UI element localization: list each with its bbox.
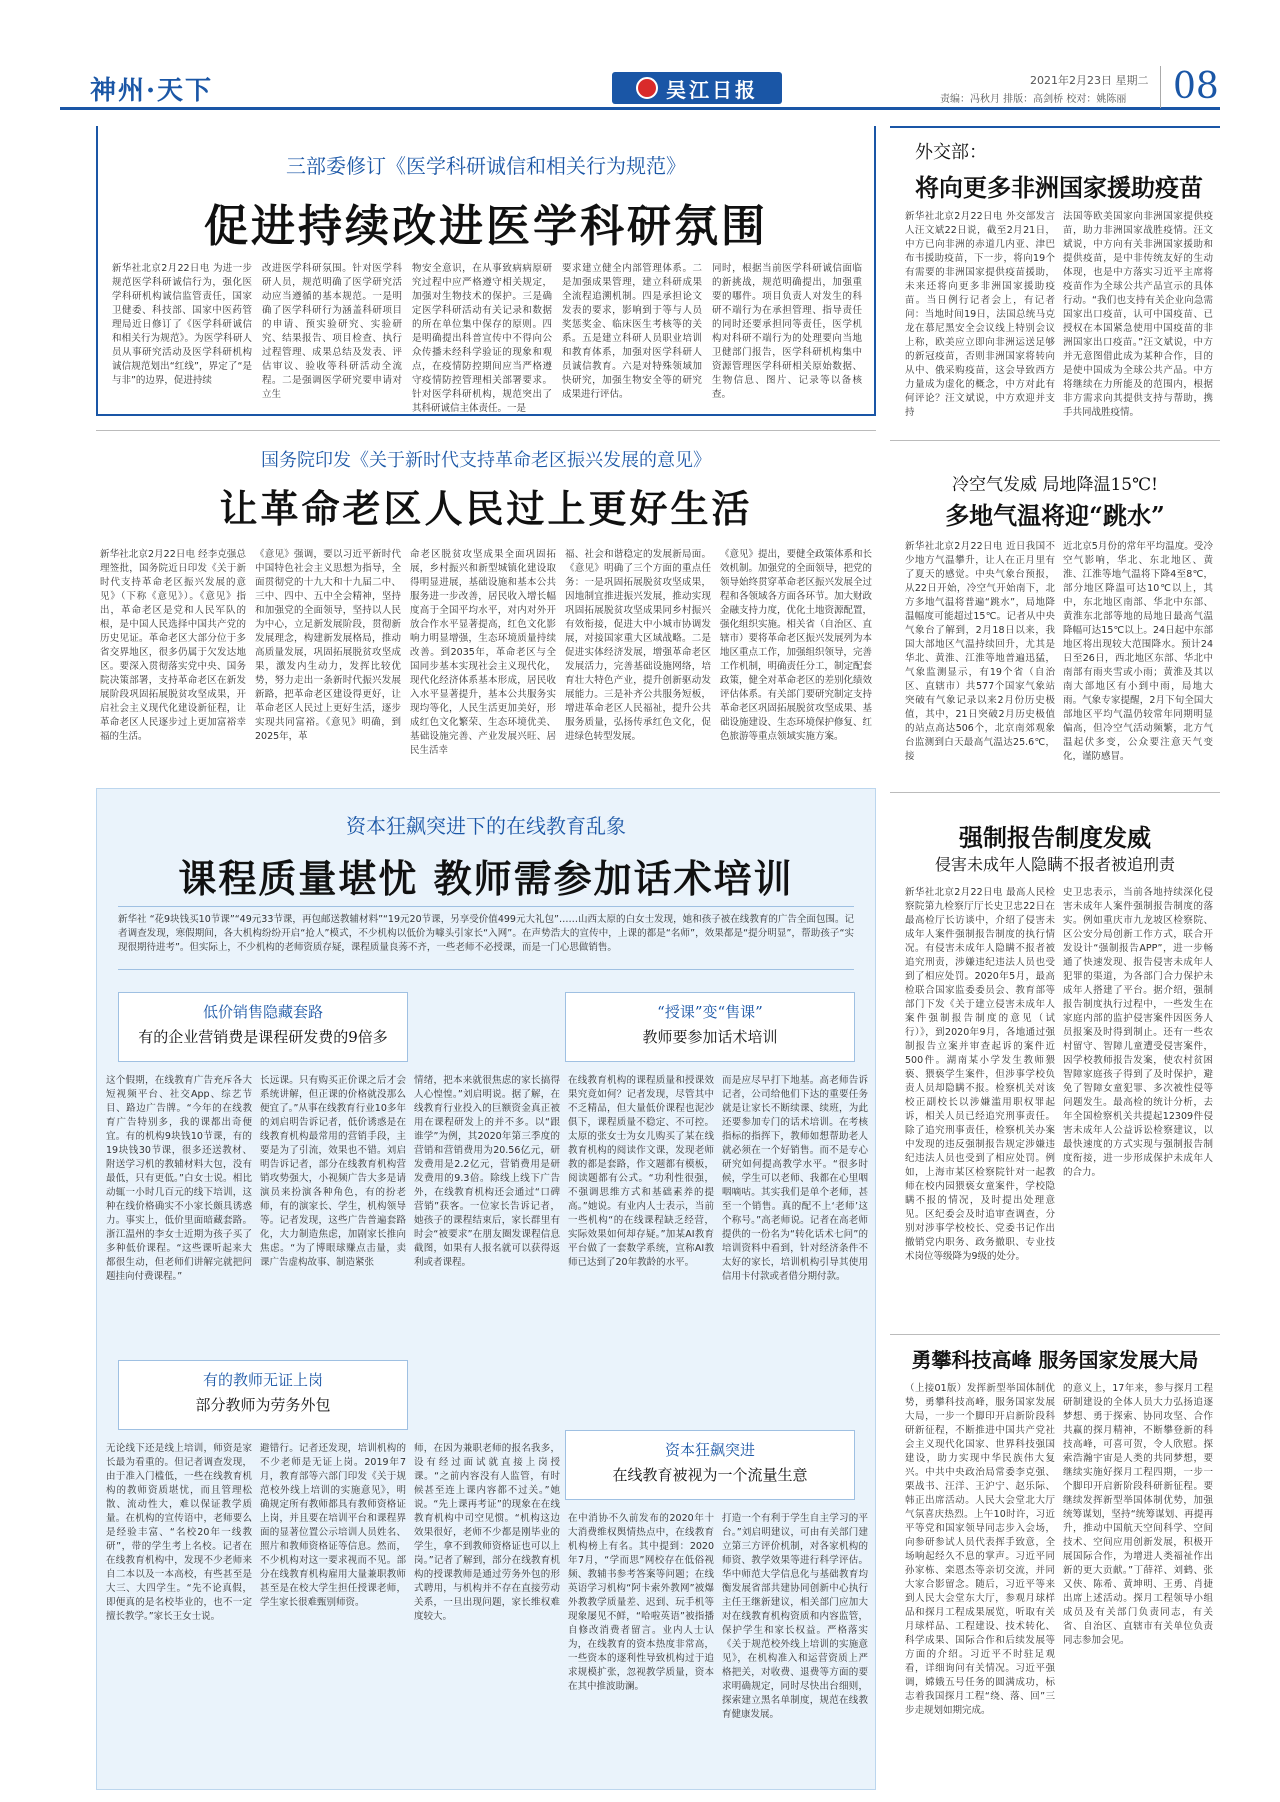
feature-subhead-3	[118, 1360, 408, 1430]
right2-headline: 多地气温将迎“跳水”	[945, 501, 1165, 530]
feature-col-b2: 避错行。记者还发现，培训机构的不少老师是无证上岗。2019年7月，教育部等六部门印发《关于规范校外线上培训的实施意见》，明确规定所有教师都具有教师资格证上岗，并且要在培训平台和课程界面的显著位置公示培训人员姓名、照片和教师资格证等信息。然而，不少机构对这一要求视而不见。部分在线教育机构雇用大量兼职教师甚至是在校大学生担任授课老师，学生家长很难甄别师资。	[260, 1443, 406, 1608]
logo-mark-icon	[636, 77, 658, 99]
article2-col-4: 福、社会和谐稳定的发展新局面。《意见》明确了三个方面的重点任务：一是巩固拓展脱贫攻坚成果，因地制宜推进振兴发展，推动实现巩固拓展脱贫攻坚成果同乡村振兴有效衔接，促进大中小城市协调发展，对接国家重大区域战略。二是促进实体经济发展，增强革命老区发展活力，完善基础设施网络，培育壮大特色产业，提升创新驱动发展能力。三是补齐公共服务短板，增进革命老区人民福祉，提升公共服务质量，弘扬传承红色文化，促进绿色转型发展。	[565, 549, 711, 742]
divider-right-3	[890, 1334, 1220, 1335]
article1-col-2: 改进医学科研氛围。针对医学科研人员，规范明确了医学研究活动应当遵循的基本规范。一是明确了医学科研行为涵盖科研项目的申请、预实验研究、实验研究、结果报告、项目检查、执行过程管理、成果总结及发表、评估审议、验收等科研活动全流程。二是强调医学研究要申请对立生	[262, 263, 402, 400]
article2-kicker: 国务院印发《关于新时代支持革命老区振兴发展的意见》	[261, 450, 711, 471]
feature-subhead-1	[118, 992, 408, 1062]
right3-col-2: 史卫忠表示，当前各地持续深化侵害未成年人案件强制报告制度的落实。例如重庆市九龙坡区检察院、区公安分局创新工作方式，联合开发设计“强制报告APP”，进一步畅通了快速发现、报告侵害未成年人犯罪的渠道，为各部门合力保护未成年人搭建了平台。据介绍，强制报告制度执行过程中，一些发生在家庭内部的监护侵害案件因医务人员报案及时得到制止。还有一些农村留守、智障儿童遭受侵害案件，因学校教师报告发案，使农村贫困智障家庭孩子得到了及时保护，避免了智障女童犯罪、多次被性侵等问题发生。最高检的统计分析，去年全国检察机关共提起12309件侵害未成年人公益诉讼检察建议，以最快速度的方式实现与强制报告制度衔接，进一步形成保护未成年人的合力。	[1063, 887, 1213, 1178]
sub1-headline: 有的企业营销费是课程研发费的9倍多	[138, 1028, 388, 1046]
masthead	[60, 66, 1220, 110]
right1-col-1: 新华社北京2月22日电 外交部发言人汪文斌22日说，截至2月21日，中方已向非洲的赤道几内亚、津巴布韦援助疫苗，下一步，将向19个有需要的非洲国家提供疫苗援助，未来还将向更多非洲国家援助疫苗。当日例行记者会上，有记者问：当地时间19日，法国总统马克龙在慕尼黑安全会议线上特别会议上称，欧美应立即向非洲运送足够的新冠疫苗，否则非洲国家将转向从中、俄采购疫苗，这会导致西方力量成为虚化的概念，中方对此有何评论？汪文斌说，中方欢迎并支持	[905, 211, 1055, 418]
right3-headline: 强制报告制度发威	[959, 823, 1151, 852]
right-column-rule	[890, 126, 1220, 128]
feature-col-a4: 在线教育机构的课程质量和授课效果究竟如何？记者发现，尽管其中不乏精品，但大量低价课程也泥沙俱下，课程质量不稳定、不可控。太原的张女士为女儿购买了某在线教育机构的阅读作文课，发现老师教的都是套路，作文题都有模板，阅读题都有公式。“功利性很强，不强调思维方式和基础素养的提高。”她说。有业内人士表示，当前一些机构“的在线课程缺乏经营，实际效果如何却存疑。”加某AI教育平台做了一套数学系统，宣称AI教师已达到了20年教龄的水平。	[568, 1075, 714, 1268]
newspaper-logo	[612, 72, 782, 104]
feature-col-b1: 无论线下还是线上培训，师资是家长最为看重的。但记者调查发现，由于准入门槛低，一些在线教育机构的教师资质堪忧，而且管理松散、流动性大，难以保证教学质量。在机构的宣传语中，老师要么是经验丰富、“名校20年一线教研”，带的学生考上名校。记者在在线教育机构中，发现不少老师来自二本以及一本高校，有些甚至是大三、大四学生。“先不论真假，即便真的是名校毕业的，也不一定擅长教学。”家长王女士说。	[106, 1443, 252, 1622]
feature-subhead-4	[565, 1430, 855, 1500]
right3-subhead: 侵害未成年人隐瞒不报者被追刑责	[934, 855, 1175, 874]
logo-text: 吴江日报	[666, 77, 758, 102]
right2-col-1: 新华社北京2月22日电 近日我国不少地方气温攀升，让人在正月里有了夏天的感觉。中央气象台预报，从22日开始，冷空气开始南下，北方多地气温将普遍“跳水”，局地降温幅度可能超过15℃。记者从中央气象台了解到，2月18日以来，我国大部地区气温持续回升，尤其是华北、黄淮、江淮等地普遍迅猛，气象监测显示，有19个省（自治区、直辖市）共577个国家气象站突破有气象记录以来2月份历史极值，其中，21日突破2月历史极值的站点高达506个，北京南郊观象台监测到白天最高气温达25.6℃，接	[905, 541, 1055, 762]
article1-col-1: 新华社北京2月22日电 为进一步规范医学科研诚信行为，强化医学科研机构诚信监管责任，国家卫健委、科技部、国家中医药管理局近日修订了《医学科研诚信和相关行为规范》。为医学科研人员从事研究活动及医学科研机构诚信规范划出“红线”，界定了“是与非”的边界，促进持续	[112, 263, 252, 386]
feature-col-a3: 情绪，把本来就很焦虑的家长搞得人心惶惶。”刘启明说。据了解，在线教育行业投入的巨额资金真正被用在课程研发上的并不多。以“跟谁学”为例，其2020年第三季度的营销和营销费用为20.56亿元，研发费用是2.2亿元，营销费用是研发费用的9.3倍。除线上线下广告外，在线教育机构还会通过“口碑营销”获客。一位家长告诉记者，她孩子的课程结束后，家长群里有时会“被要求”在朋友圈发课程信息截图，如果有人报名就可以获得返利或者课程。	[414, 1075, 560, 1268]
divider-right-1	[890, 440, 1220, 441]
right4-headline: 勇攀科技高峰 服务国家发展大局	[911, 1348, 1199, 1372]
right2-col-2: 近北京5月份的常年平均温度。受冷空气影响，华北、东北地区、黄淮、江淮等地气温将下降4至8℃，部分地区降温可达10℃以上，其中，东北地区南部、华北中东部、黄淮东北部等地的局地日最高气温降幅可达15℃以上。24日起中东部地区将出现较大范围降水。预计24日至26日，西北地区东部、华北中南部有雨夹雪或小雨；黄淮及其以南大部地区有小到中雨，局地大雨。气象专家提醒，2月下旬全国大部地区平均气温仍较常年同期明显偏高，但冷空气活动频繁，北方气温起伏多变，公众要注意天气变化，谨防感冒。	[1063, 541, 1213, 762]
article1-headline: 促进持续改进医学科研氛围	[204, 201, 768, 252]
feature-col-b4: 在中消协不久前发布的2020年十大消费维权舆情热点中，在线教育机构榜上有名。其中提到：2020年7月，“学而思”网校存在低俗视频、教辅书参考答案等问题；在线英语学习机构“阿卡索外教网”被爆外教教学质量差、迟到、玩手机等现象屡见不鲜，“哈啦英语”被指播自修改消费者留言。业内人士认为，在线教育的资本热度非常高，一些资本的逐利性导致机构过于追求规模扩张，忽视教学质量，资本在其中推波助澜。	[568, 1513, 714, 1692]
feature-headline: 课程质量堪忧 教师需参加话术培训	[178, 856, 794, 901]
right1-col-2: 法国等欧美国家向非洲国家提供疫苗，助力非洲国家战胜疫情。汪文斌说，中方向有关非洲国家援助和提供疫苗，是中非传统友好的生动体现，也是中方落实习近平主席将疫苗作为全球公共产品宣示的具体行动。“我们也支持有关企业向急需国家出口疫苗，认可中国疫苗、已授权在本国紧急使用中国疫苗的非洲国家出口疫苗。”汪文斌说，中方并无意图借此成为某种合作，目的是使中国成为全球公共产品。中方将继续在力所能及的范围内，根据非方需求向其提供支持与帮助，携手共同战胜疫情。	[1063, 211, 1213, 418]
right2-kicker: 冷空气发威 局地降温15℃!	[952, 475, 1158, 495]
article1-col-4: 要求建立健全内部管理体系。二是加强成果管理，建立科研成果全流程追溯机制。四是承担论文发表的要求，影响到于等与人员奖惩奖金、临床医生考核等的关系。五是建立科研人员职业培训和教育体系，加强对医学科研人员诚信教育。六是对特殊领域加快研究，加强生物安全等的研究成果进行评估。	[562, 263, 702, 400]
feature-col-a5: 而是应尽早打下地基。高老师告诉记者，公司给他们下达的重要任务就是让家长不断续课、续班，为此还要参加专门的话术培训。在考核指标的指挥下，教师如想帮助老人就必须在一个好销售。而不是专心研究如何提高教学水平。“很多时候，学生可以老师、我都在心里咽咽嘀咕。其实我们是单个老师，甚至一个销售。真的配不上‘老师’这个称号。”高老师说。记者在高老师提供的一份名为“转化话术七问”的培训资料中看到，针对经济条件不太好的家长，培训机构引导其使用信用卡付款或者借分期付款。	[722, 1075, 868, 1282]
divider-right-2	[890, 792, 1220, 793]
feature-col-b5: 打造一个有利于学生自主学习的平台。”刘启明建议，可由有关部门建立第三方评价机制，对各家机构的师资、教学效果等进行科学评估。华中师范大学信息化与基础教育均衡发展省部共建协同创新中心执行主任王继新建议，相关部门应加大对在线教育机构资质和内容监管，保护学生和家长权益。严格落实《关于规范校外线上培训的实施意见》，在机构准入和运营资质上严格把关，对收费、退费等方面的要求明确规定，同时尽快出台细则，探索建立黑名单制度，规范在线教育健康发展。	[722, 1513, 868, 1720]
article1-col-3: 物安全意识，在从事致病病原研究过程中应严格遵守相关规定，加强对生物技术的保护。三是确定医学科研活动有关记录和数据的所在单位集中保存的原则。四是明确提出科普宣传中不得向公众传播未经科学验证的现象和观点，在疫情防控期间应当严格遵守疫情防控管理相关部署要求。针对医学科研机构，规范突出了其科研诚信主体责任。一是	[412, 263, 552, 414]
feature-col-a2: 长远课。只有购买正价课之后才会系统讲解，但正课的价格就没那么便宜了。”从事在线教育行业10多年的刘启明告诉记者，低价诱惑是在线教育机构最常用的营销手段，主要是为了引流，效果也不错。刘启明告诉记者，部分在线教育机构营销攻势强大，小视频广告大多是请演员来扮演各种角色，有的扮老师，有的演家长、学生，机构领导等。记者发现，这些广告普遍套路化，大力制造焦虑，加剧家长推向焦虑。“为了博眼球赚点击量，卖课广告虚构故事、制造紧张	[260, 1075, 406, 1268]
staff-credits: 责编：冯秋月 排版：高剑桥 校对：姚陈丽	[940, 94, 1127, 105]
feature-lead: 新华社 “花9块钱买10节课”“49元33节课，再包邮送教辅材料”“19元20节课，另享受价值499元大礼包”……山西太原的白女士发现，她和孩子被在线教育的广告全面包围。记者调查发现，寒假期间，各大机构纷纷开启“抢人”模式，不少机构以低价为噱头引家长“入网”。在声势浩大的宣传中，上课的都是“名师”，效果都是“提分明显”，帮助孩子“实现很期待进考”。但实际上，不少机构的老师资质存疑，课程质量良莠不齐，一些老师不必授课，而是一门心思做销售。	[118, 906, 854, 970]
divider-1	[96, 430, 876, 431]
article2-col-5: 《意见》提出，要健全政策体系和长效机制。加强党的全面领导，把党的领导始终贯穿革命老区振兴发展全过程和各领域各方面各环节。加大财政金融支持力度，优化土地资源配置，强化组织实施。相关省（自治区、直辖市）要将革命老区振兴发展列为本地区重点工作，加强组织领导，完善工作机制，明确责任分工，制定配套政策，健全对革命老区的差别化绩效评估体系。有关部门要研究制定支持革命老区巩固拓展脱贫攻坚成果、基础设施建设、生态环境保护修复、红色旅游等重点领域实施方案。	[720, 549, 873, 742]
sub1-kicker: 低价销售隐藏套路	[202, 1003, 323, 1021]
right4-col-2: 的意义上，17年来，参与探月工程研制建设的全体人员大力弘扬追逐梦想、勇于探索、协同攻坚、合作共赢的探月精神，不断攀登新的科技高峰，可喜可贺，令人欣慰。探索浩瀚宇宙是人类的共同梦想，要继续实施好探月工程四期，一步一个脚印开启新阶段科研新征程。要继续发挥新型举国体制优势，加强统筹谋划，坚持“统筹谋划、再提再升，推动中国航天空间科学、空间技术、空间应用创新发展，积极开展国际合作，为增进人类福祉作出新的更大贡献。”丁薛祥、刘鹤、张又侠、陈希、黄坤明、王勇、肖捷出席上述活动。探月工程领导小组成员及有关部门负责同志，有关省、自治区、直辖市有关单位负责同志参加会见。	[1063, 1383, 1213, 1646]
sub4-headline: 在线教育被视为一个流量生意	[612, 1466, 808, 1484]
sub3-headline: 部分教师为劳务外包	[195, 1396, 331, 1414]
article1-col-5: 同时，根据当前医学科研诚信面临的新挑战，规范明确提出，加强重要的哪件。项目负责人对发生的科研不端行为在承担管理、指导责任的同时还要承担同等责任，医学机构对科研不端行为的处理要向当地卫健部门报告，医学科研机构集中资源管理医学科研相关原始数据、生物信息、图片、记录等以备核查。	[712, 263, 862, 400]
article2-headline: 让革命老区人民过上更好生活	[219, 486, 753, 531]
sub4-kicker: 资本狂飙突进	[664, 1441, 755, 1459]
sub2-kicker: “授课”变“售课”	[657, 1003, 763, 1021]
sub2-headline: 教师要参加话术培训	[642, 1028, 778, 1046]
feature-kicker: 资本狂飙突进下的在线教育乱象	[346, 814, 626, 838]
feature-col-a1: 这个假期，在线教育广告充斥各大短视频平台、社交App、综艺节目、路边广告牌。“今年的在线教育广告特别多，我的课都出奇便宜。有的机构9块钱10节课，有的19块钱30节课，很多还送教材、附送学习机的教辅材料大包，没有最低，只有更低。”白女士说。相比动辄一小时几百元的线下培训，这种在线价格确实不小家长颇具诱惑力。事实上，低价里面暗藏套路。浙江温州的李女士近期为孩子买了多种低价课程。“这些课听起来大都很生动，但老师们讲解完就把问题挂向付费课程。”	[106, 1075, 252, 1282]
section-label: 神州·天下	[90, 76, 214, 106]
article2-col-2: 《意见》强调，要以习近平新时代中国特色社会主义思想为指导，全面贯彻党的十九大和十九届二中、三中、四中、五中全会精神，坚持和加强党的全面领导，坚持以人民为中心，立足新发展阶段，贯彻新发展理念，构建新发展格局，推动高质量发展，巩固拓展脱贫攻坚成果，激发内生动力，发挥比较优势，努力走出一条新时代振兴发展新路，把革命老区建设得更好，让革命老区人民过上更好生活，逐步实现共同富裕。《意见》明确，到2025年，革	[255, 549, 401, 742]
article1-kicker: 三部委修订《医学科研诚信和相关行为规范》	[286, 154, 686, 178]
feature-col-b3: 师，在因为兼职老师的报名我多，设有经过面试就直接上岗授课。“之前内容没有人监管，有时候甚至连上课内容都不过关。”她说。“先上课再考证”的现象在在线教育机构中司空见惯。“机构这边效果很好，老师不少都是刚毕业的学生，拿不到教师资格证也可以上岗。”记者了解到，部分在线教育机构的授课教师是通过劳务外包的形式聘用，与机构并不存在直接劳动关系，一旦出现问题，家长维权难度较大。	[414, 1443, 560, 1622]
right1-kicker: 外交部：	[915, 142, 987, 163]
issue-date: 2021年2月23日 星期二	[1030, 74, 1149, 87]
page-number: 08	[1160, 66, 1219, 108]
article2-col-1: 新华社北京2月22日电 经李克强总理签批，国务院近日印发《关于新时代支持革命老区振兴发展的意见》（下称《意见》）。《意见》指出，革命老区是党和人民军队的根，是中国人民选择中国共产党的历史见证。革命老区大部分位于多省交界地区，很多仍属于欠发达地区。要深入贯彻落实党中央、国务院决策部署，支持革命老区在新发展阶段巩固拓展脱贫攻坚成果，开启社会主义现代化建设新征程，让革命老区人民逐步过上更加富裕幸福的生活。	[100, 549, 246, 742]
article2-col-3: 命老区脱贫攻坚成果全面巩固拓展，乡村振兴和新型城镇化建设取得明显进展，基础设施和基本公共服务进一步改善，居民收入增长幅度高于全国平均水平，对内对外开放合作水平显著提高，红色文化影响力明显增强，生态环境质量持续改善。到2035年，革命老区与全国同步基本实现社会主义现代化，现代化经济体系基本形成，居民收入水平显著提升，基本公共服务实现均等化，人民生活更加美好，形成红色文化繁荣、生态环境优美、基础设施完善、产业发展兴旺、居民生活幸	[410, 549, 556, 756]
right3-col-1: 新华社北京2月22日电 最高人民检察院第九检察厅厅长史卫忠22日在最高检厅长访谈中，介绍了侵害未成年人案件强制报告制度的执行情况。有侵害未成年人隐瞒不报者被追究刑责，涉嫌违纪违法人员也受到了相应处罚。2020年5月，最高检联合国家监委委员会、教育部等部门下发《关于建立侵害未成年人案件强制报告制度的意见（试行）》，到2020年9月，各地通过强制报告立案并审查起诉的案件近500件。湖南某小学发生教师猥亵、猥亵学生案件，但涉事学校负责人员却隐瞒不报。检察机关对该校正副校长以涉嫌滥用职权罪起诉，相关人员已经追究刑事责任。除了追究刑事责任，检察机关办案中发现的违反强制报告规定涉嫌违纪违法人员也受到了相应处罚。例如，上海市某区检察院针对一起教师在校内园猥亵女童案件，学校隐瞒不报的情况，及时提出处理意见。区纪委会及时追审查调查，分别对涉事学校校长、党委书记作出撤销党内职务、政务撤职、专业技术岗位等级降为9级的处分。	[905, 887, 1055, 1262]
feature-subhead-2	[565, 992, 855, 1062]
right1-headline: 将向更多非洲国家援助疫苗	[915, 173, 1203, 202]
right4-col-1: （上接01版）发挥新型举国体制优势，勇攀科技高峰，服务国家发展大局，一步一个脚印开启新阶段科研新征程，不断推进中国共产党社会主义现代化国家、世界科技强国建设，助力实现中华民族伟大复兴。中共中央政治局常委李克强、栗战书、汪洋、王沪宁、赵乐际、韩正出席活动。人民大会堂北大厅气氛喜庆热烈。上午10时许，习近平等党和国家领导同志步入会场，向参研参试人员代表挥手致意，全场响起经久不息的掌声。习近平同孙家栋、栾恩杰等亲切交流，并同大家合影留念。随后，习近平等来到人民大会堂东大厅，参观月球样品和探月工程成果展览，听取有关月球样品、工程建设、技术转化、科学成果、国际合作和后续发展等方面的介绍。习近平不时驻足观看，详细询问有关情况。习近平强调，嫦娥五号任务的圆满成功，标志着我国探月工程“绕、落、回”三步走规划如期完成。	[905, 1383, 1055, 1716]
sub3-kicker: 有的教师无证上岗	[202, 1371, 323, 1389]
